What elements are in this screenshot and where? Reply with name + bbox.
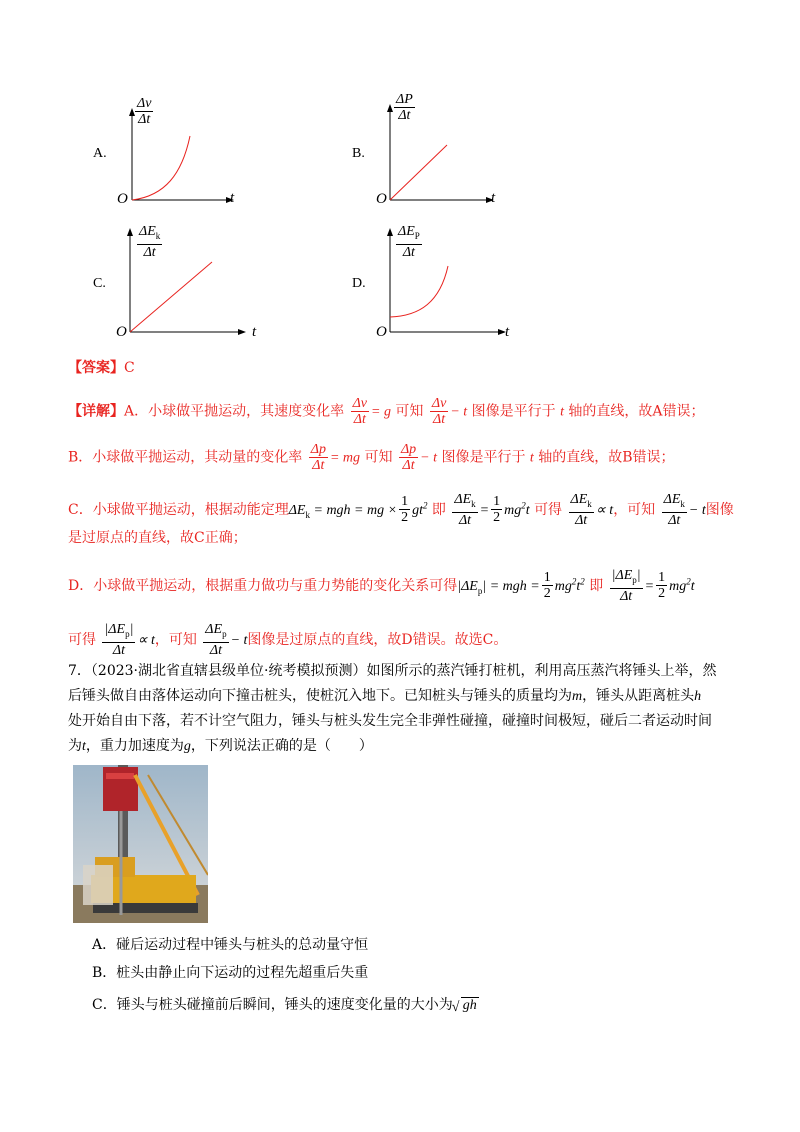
graph-b-xlabel: t [491,190,496,206]
detail-b: B．小球做平抛运动，其动量的变化率 $\frac{\Delta p}{\Delta t}$ = mg 可知 $\frac{\Delta p}{\Delta t}$ − t 图像是平行于 t 轴的直线，故B错误； [68,442,675,473]
graph-d-origin: O [376,324,387,340]
graph-d-ylabel: $\Delta E_P$ Δt [398,224,420,260]
graph-b-ylabel: $\frac{\Delta P}{\Delta t}$ [396,92,413,123]
option-c-label: C. [93,276,106,291]
detail-d-cont: 可得 $\frac{|\Delta E_p|}{\Delta t}$ ∝ t，可知 $\frac{\Delta E_p}{\Delta t}$ − t图像是过原点的直线，故D错误。故选C。 [68,622,508,658]
graph-c-ylabel: $\Delta E_k$ Δt [139,224,161,260]
answer-value: C [124,360,135,376]
detail-tag: 【详解】 [68,403,124,420]
graph-c-origin: O [116,324,127,340]
q7-option-b: B．桩头由静止向下运动的过程先超重后失重 [92,965,369,981]
graph-c [110,222,270,348]
answer-line [68,358,135,378]
option-a-label: A. [93,146,107,161]
q7-line1: 7．（2023·湖北省直辖县级单位·统考模拟预测）如图所示的蒸汽锤打桩机，利用高压蒸汽将锤头上举，然 [68,663,717,679]
graph-b-origin: O [376,191,387,207]
q7-line3: 处开始自由下落，若不计空气阻力，锤头与桩头发生完全非弹性碰撞，碰撞时间极短，碰后二者运动时间 [68,713,712,729]
q7-option-a: A．碰后运动过程中锤头与桩头的总动量守恒 [92,937,369,953]
q7-line4: 为t，重力加速度为g，下列说法正确的是（ ） [68,738,373,754]
detail-c-cont: 是过原点的直线，故C正确； [68,530,247,546]
detail-c: C．小球做平抛运动，根据动能定理$\Delta E_k$ = mgh = mg × $\frac{1}{2}$ $gt^2$ 即 $\frac{\Delta E_k}{\Delta t}$ = $\frac{1}{2}$ $mg^2t$ 可得 $\frac{\Delta E_k}{\Delta t}$ ∝ t，可知 $\frac{\Delta E_k}{\Delta t}$ − t图像 [68,492,734,528]
option-d-label: D. [352,276,366,291]
graph-a-xlabel: t [230,190,235,206]
graph-b [368,92,508,212]
graph-a [110,92,250,212]
pile-driver-photo [73,765,208,923]
graph-c-xlabel: t [252,324,257,340]
graph-a-ylabel: $\frac{\Delta v}{\Delta t}$ [137,96,152,127]
q7-line2: 后锤头做自由落体运动向下撞击桩头，使桩沉入地下。已知桩头与锤头的质量均为m，锤头从距离桩头h [68,688,702,704]
graph-a-origin: O [117,191,128,207]
answer-tag: 【答案】 [68,360,124,376]
graph-d-xlabel: t [505,324,510,340]
q7-option-c: C．锤头与桩头碰撞前后瞬间，锤头的速度变化量的大小为 gh √ [92,997,477,1015]
detail-d: D．小球做平抛运动，根据重力做功与重力势能的变化关系可得$|\Delta E_p|$ = mgh = $\frac{1}{2}$ $mg^2t^2$ 即 $\frac{|\Delta E_p|}{\Delta t}$ = $\frac{1}{2}$ $mg^2t$ [68,568,695,604]
detail-a: 【详解】A．小球做平抛运动，其速度变化率 $\frac{\Delta v}{\Delta t}$ = g 可知 $\frac{\Delta v}{\Delta t}$ − t 图像是平行于 t 轴的直线，故A错误； [68,396,705,427]
option-b-label: B. [352,146,365,161]
formula-dv-dt: $\frac{\Delta v}{\Delta t}$ [352,396,368,427]
